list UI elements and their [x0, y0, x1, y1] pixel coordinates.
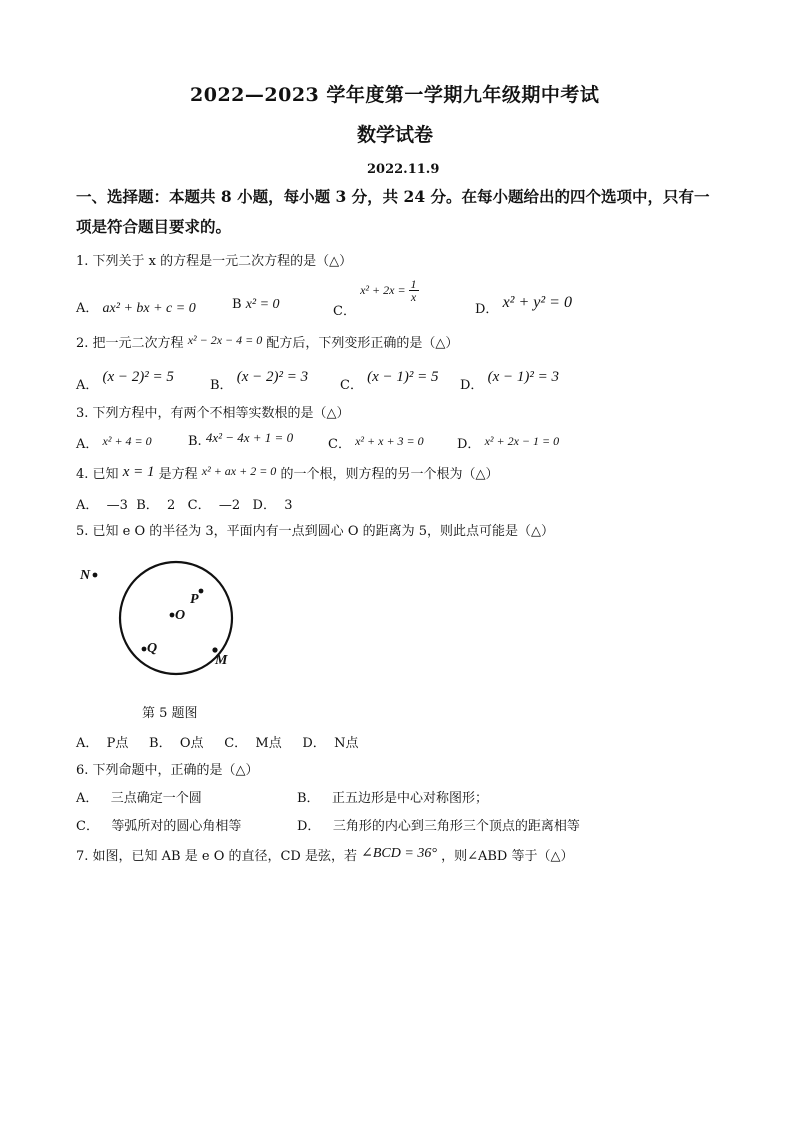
q5-point-q: [142, 647, 147, 652]
q2-d-math: (x − 1)² = 3: [487, 369, 559, 385]
q3-stem: 3. 下列方程中，有两个不相等实数根的是（△）: [76, 406, 350, 421]
q7-stem-math: ∠BCD = 36°: [361, 846, 437, 861]
q2-a-math: (x − 2)² = 5: [102, 369, 174, 385]
q3-b-label: B.: [188, 434, 202, 449]
q2-stem-post: 配方后，下列变形正确的是（△）: [266, 336, 459, 351]
q6-option-c: C． 等弧所对的圆心角相等: [76, 819, 242, 834]
q1-option-c: [333, 277, 419, 319]
q5-figure-caption: 第 5 题图: [142, 706, 198, 721]
q1-option-b: [232, 297, 280, 313]
q5-label-p: P: [190, 592, 199, 607]
q7-stem-pre: 7. 如图，已知 AB 是 e O 的直径，CD 是弦，若: [76, 849, 357, 864]
q1-option-a: [76, 297, 196, 317]
q1-d-math: x² + y² = 0: [502, 294, 572, 311]
q3-d-label: D．: [457, 437, 481, 452]
exam-date: 2022.11.9: [367, 162, 440, 177]
q3-option-d: [457, 430, 560, 452]
q5-point-n: [93, 573, 98, 578]
q5-label-o: O: [175, 608, 186, 623]
q6-stem: 6. 下列命题中，正确的是（△）: [76, 763, 259, 778]
q3-d-math: x² + 2x − 1 = 0: [484, 434, 560, 448]
q2-option-a: [76, 366, 174, 393]
q3-option-a: [76, 430, 152, 452]
q2-option-d: [460, 366, 559, 393]
q1-c-denominator: x: [410, 290, 417, 304]
q4-stem-post: 的一个根，则方程的另一个根为（△）: [280, 467, 499, 482]
q5-point-p: [199, 589, 204, 594]
q3-b-math: 4x² − 4x + 1 = 0: [205, 430, 294, 445]
q3-a-math: x² + 4 = 0: [102, 434, 152, 448]
q1-c-numerator: 1: [410, 277, 417, 291]
q5-options: A． P点 B． O点 C． M点 D． N点: [76, 736, 359, 751]
exam-title: 2022—2023 学年度第一学期九年级期中考试: [190, 84, 600, 106]
section-heading-line1: 一、选择题：本题共 8 小题，每小题 3 分，共 24 分。在每小题给出的四个选项中，只有一: [76, 187, 710, 206]
q6-option-b: B． 正五边形是中心对称图形；: [297, 791, 488, 806]
q3-option-b: [188, 430, 294, 449]
q3-a-label: A．: [76, 437, 99, 452]
q1-a-math: ax² + bx + c = 0: [102, 301, 196, 316]
q6-option-a: A． 三点确定一个圆: [76, 791, 202, 806]
q1-d-label: D．: [475, 302, 499, 317]
q2-d-label: D．: [460, 378, 484, 393]
q1-c-math: x² + 2x =: [360, 283, 409, 297]
q2-option-b: [210, 366, 309, 393]
q2-option-c: [340, 366, 439, 393]
q4-stem-pre: 4. 已知: [76, 467, 119, 482]
q5-label-q: Q: [147, 641, 158, 656]
q4-stem-math1: x = 1: [122, 464, 155, 480]
q2-stem: [76, 332, 458, 351]
q1-option-d: [475, 292, 572, 317]
q4-stem-math2: x² + ax + 2 = 0: [201, 464, 277, 478]
q5-label-n: N: [80, 568, 91, 583]
q2-a-label: A．: [76, 378, 99, 393]
q1-c-fraction: [409, 278, 419, 303]
q1-b-math: x² = 0: [245, 297, 280, 312]
q7-stem: [76, 845, 573, 865]
q1-c-label: C．: [333, 304, 356, 319]
q7-stem-post: ，则∠ABD 等于（△）: [441, 849, 574, 864]
q5-label-m: M: [215, 653, 228, 668]
exam-subtitle: 数学试卷: [357, 124, 434, 146]
q2-b-math: (x − 2)² = 3: [236, 369, 309, 385]
q6-option-d: D． 三角形的内心到三角形三个顶点的距离相等: [297, 819, 580, 834]
q5-point-m: [212, 647, 217, 652]
q2-stem-math: x² − 2x − 4 = 0: [187, 333, 263, 347]
q4-stem-mid: 是方程: [158, 467, 198, 482]
q3-c-math: x² + x + 3 = 0: [355, 434, 424, 448]
section-heading-line2: 项是符合题目要求的。: [76, 217, 232, 236]
q4-stem: [76, 463, 498, 483]
q2-c-math: (x − 1)² = 5: [367, 369, 439, 385]
q1-b-label: B: [232, 297, 242, 312]
q1-stem: 1. 下列关于 x 的方程是一元二次方程的是（△）: [76, 254, 353, 269]
q4-options: A． —3 B． 2 C． —2 D． 3: [76, 498, 293, 513]
q5-figure: [76, 560, 256, 685]
q5-point-o: [170, 613, 175, 618]
q3-option-c: [328, 430, 424, 452]
q2-c-label: C．: [340, 378, 363, 393]
q1-a-label: A．: [76, 301, 99, 316]
q2-stem-pre: 2. 把一元二次方程: [76, 336, 184, 351]
q2-b-label: B．: [210, 378, 233, 393]
q5-stem: 5. 已知 e O 的半径为 3，平面内有一点到圆心 O 的距离为 5，则此点可能是（△）: [76, 524, 555, 539]
q3-c-label: C．: [328, 437, 351, 452]
